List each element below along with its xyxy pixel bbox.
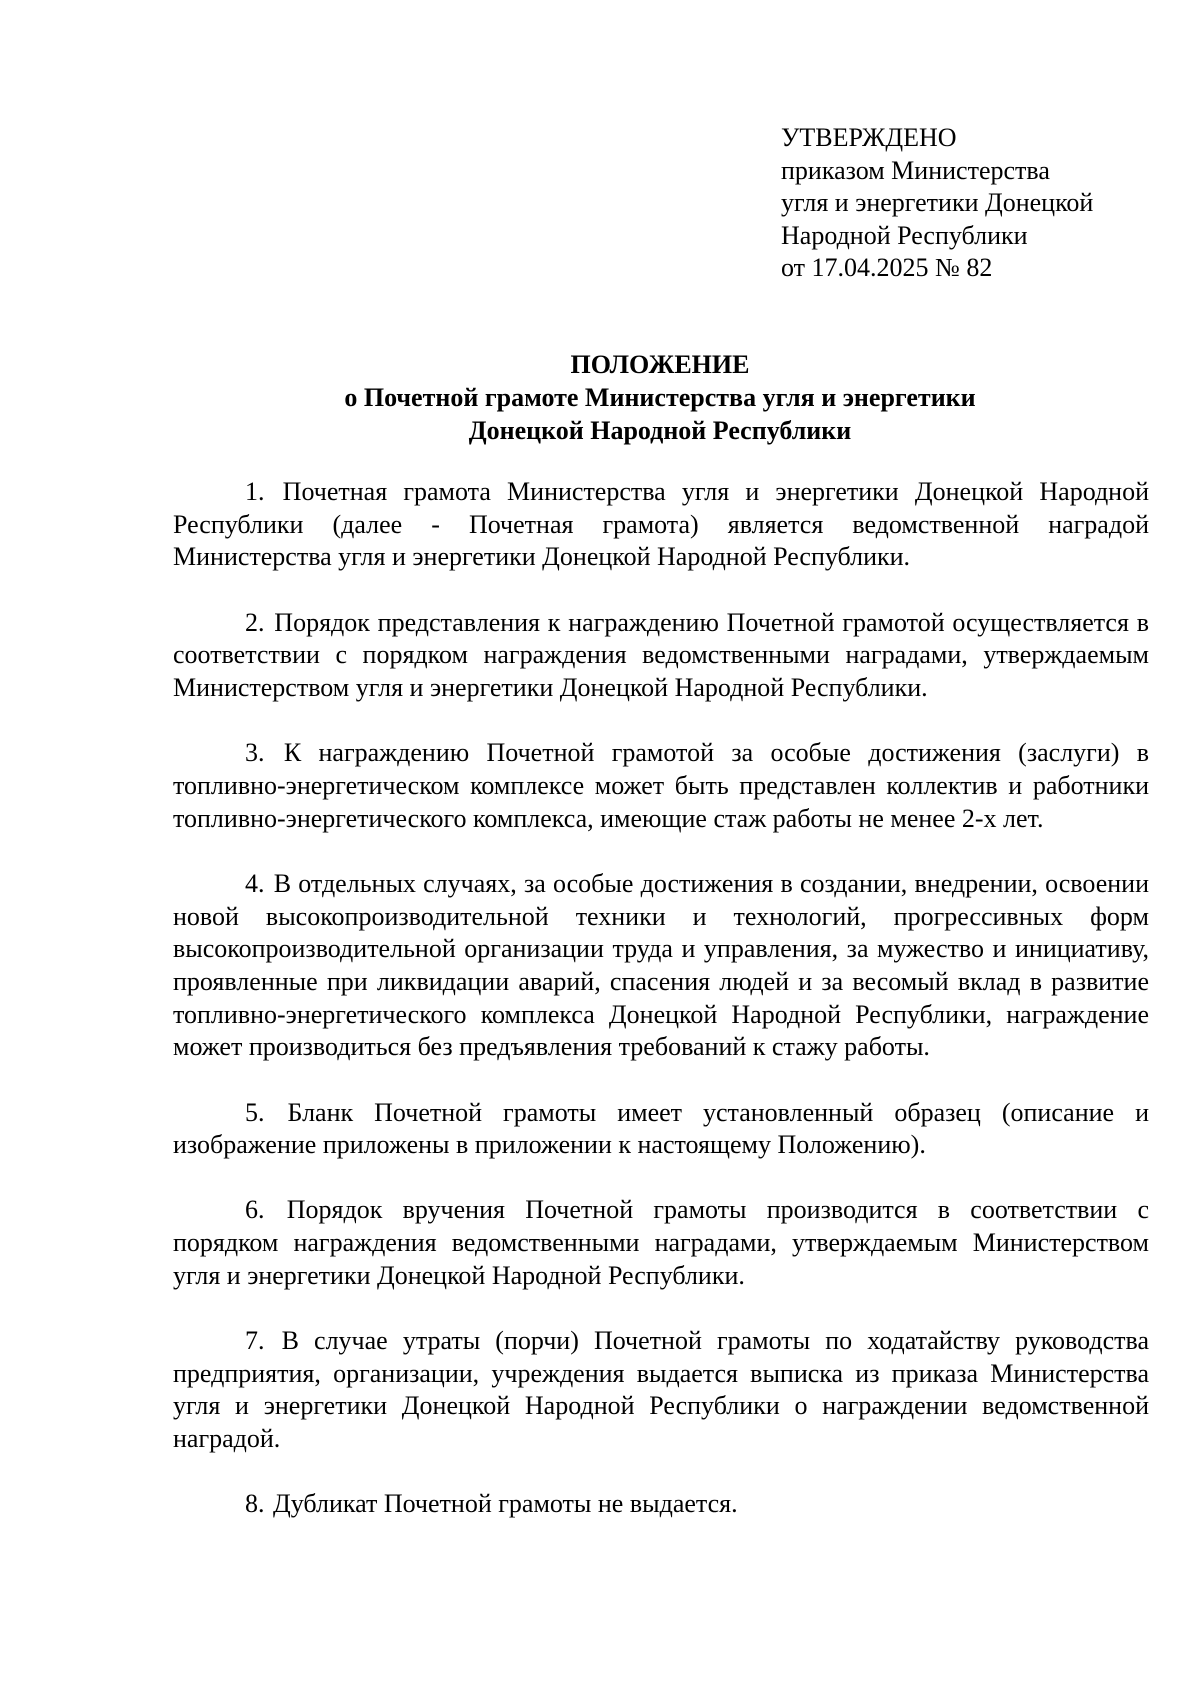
paragraph-number: 6. xyxy=(245,1195,265,1225)
paragraph-6 xyxy=(173,1194,1149,1292)
paragraph-text: Почетная грамота Министерства угля и энергетики Донецкой Народной Республики (далее - Почетная грамота) является ведомственной наградой Министерства угля и энергетики Донецкой Народной Республики. xyxy=(173,477,1149,572)
paragraph-8 xyxy=(173,1488,1149,1521)
approval-line: угля и энергетики Донецкой xyxy=(781,188,1094,217)
document-body xyxy=(173,476,1149,1554)
approval-title: УТВЕРЖДЕНО xyxy=(781,123,957,152)
paragraph-text: В случае утраты (порчи) Почетной грамоты по ходатайству руководства предприятия, организации, учреждения выдается выписка из приказа Министерства угля и энергетики Донецкой Народной Республики о награждении ведомственной наградой. xyxy=(173,1326,1150,1454)
paragraph-1 xyxy=(173,476,1149,574)
document-title xyxy=(0,348,1200,447)
paragraph-text: Порядок вручения Почетной грамоты производится в соответствии с порядком награждения ведомственными наградами, утверждаемым Министерством угля и энергетики Донецкой Народной Республики. xyxy=(173,1195,1150,1290)
paragraph-number: 7. xyxy=(245,1326,265,1356)
paragraph-text: В отдельных случаях, за особые достижения в создании, внедрении, освоении новой высокопроизводительной техники и технологий, прогрессивных форм высокопроизводительной организации труда и управления, за мужество и инициативу, проявленные при ликвидации аварий, спасения людей и за весомый вклад в развитие топливно-энергетического комплекса Донецкой Народной Республики, награждение может производиться без предъявления требований к стажу работы. xyxy=(173,868,1149,1062)
title-subtitle: о Почетной грамоте Министерства угля и энергетики xyxy=(344,383,976,412)
approval-stamp xyxy=(781,122,1093,285)
approval-date-number: от 17.04.2025 № 82 xyxy=(781,253,993,282)
paragraph-text: Бланк Почетной грамоты имеет установленный образец (описание и изображение приложены в приложении к настоящему Положению). xyxy=(173,1097,1149,1160)
paragraph-number: 5. xyxy=(245,1097,265,1127)
paragraph-number: 2. xyxy=(245,607,265,637)
title-heading: ПОЛОЖЕНИЕ xyxy=(570,350,750,379)
paragraph-number: 1. xyxy=(245,477,265,506)
approval-line: приказом Министерства xyxy=(781,155,1050,185)
paragraph-number: 4. xyxy=(245,868,265,898)
paragraph-number: 8. xyxy=(245,1489,265,1519)
paragraph-2 xyxy=(173,607,1149,705)
paragraph-3 xyxy=(173,737,1149,835)
paragraph-text: К награждению Почетной грамотой за особые достижения (заслуги) в топливно-энергетическом комплексе может быть представлен коллектив и работники топливно-энергетического комплекса, имеющие стаж работы не менее 2-х лет. xyxy=(173,738,1150,833)
paragraph-5 xyxy=(173,1097,1149,1162)
title-subtitle: Донецкой Народной Республики xyxy=(468,416,852,445)
paragraph-4 xyxy=(173,868,1149,1064)
paragraph-7 xyxy=(173,1325,1149,1456)
paragraph-text: Порядок представления к награждению Почетной грамотой осуществляется в соответствии с порядком награждения ведомственными наградами, утверждаемым Министерством угля и энергетики Донецкой Народной Республики. xyxy=(173,607,1150,703)
paragraph-number: 3. xyxy=(245,738,265,768)
paragraph-text: Дубликат Почетной грамоты не выдается. xyxy=(273,1489,738,1519)
approval-line: Народной Республики xyxy=(781,220,1028,250)
